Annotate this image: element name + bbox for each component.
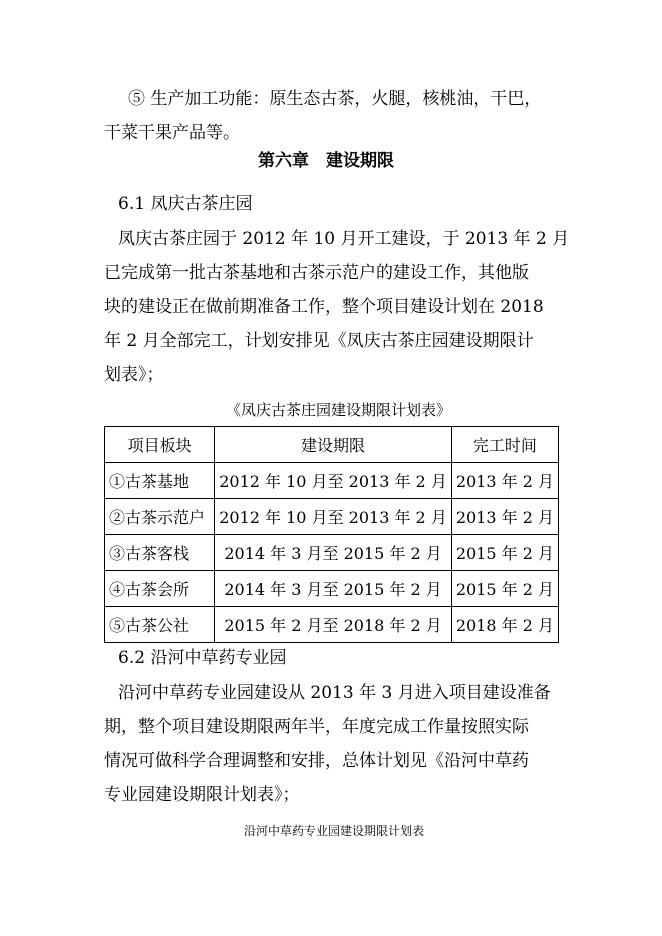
header-cell-block: 项目板块 xyxy=(105,427,215,463)
paragraph-line: 划表》； xyxy=(104,365,164,385)
paragraph-line: 沿河中草药专业园建设从 2013 年 3 月进入项目建设准备 xyxy=(118,683,551,703)
cell-completion: 2013 年 2 月 xyxy=(451,463,558,499)
table-row xyxy=(105,463,559,499)
table-caption: 《凤庆古茶庄园建设期限计划表》 xyxy=(226,401,452,419)
intro-line-1: ⑤ 生产加工功能：原生态古茶，火腿，核桃油，干巴， xyxy=(128,89,542,109)
cell-period: 2012 年 10 月至 2013 年 2 月 xyxy=(215,463,452,499)
cell-period: 2014 年 3 月至 2015 年 2 月 xyxy=(215,535,452,571)
paragraph-line: 情况可做科学合理调整和安排，总体计划见《沿河中草药 xyxy=(104,751,529,771)
cell-completion: 2013 年 2 月 xyxy=(451,499,558,535)
paragraph-line: 期，整个项目建设期限两年半，年度完成工作量按照实际 xyxy=(104,717,529,737)
table-row xyxy=(105,535,559,571)
cell-block: ③古茶客栈 xyxy=(105,535,215,571)
paragraph-line: 已完成第一批古茶基地和古茶示范户的建设工作，其他版 xyxy=(104,263,529,283)
paragraph-line: 专业园建设期限计划表》； xyxy=(104,785,300,805)
header-cell-period: 建设期限 xyxy=(215,427,452,463)
table-row xyxy=(105,571,559,607)
table-caption-2: 沿河中草药专业园建设期限计划表 xyxy=(244,824,425,838)
paragraph-line: 凤庆古茶庄园于 2012 年 10 月开工建设，于 2013 年 2 月 xyxy=(118,229,570,249)
table-row xyxy=(105,607,559,643)
header-cell-completion: 完工时间 xyxy=(451,427,558,463)
paragraph-line: 年 2 月全部完工，计划安排见《凤庆古茶庄园建设期限计 xyxy=(104,331,534,351)
cell-block: ②古茶示范户 xyxy=(105,499,215,535)
intro-line-2: 干菜干果产品等。 xyxy=(104,123,240,143)
cell-period: 2015 年 2 月至 2018 年 2 月 xyxy=(215,607,452,643)
cell-block: ④古茶会所 xyxy=(105,571,215,607)
cell-period: 2012 年 10 月至 2013 年 2 月 xyxy=(215,499,452,535)
cell-completion: 2018 年 2 月 xyxy=(451,607,558,643)
cell-period: 2014 年 3 月至 2015 年 2 月 xyxy=(215,571,452,607)
cell-completion: 2015 年 2 月 xyxy=(451,535,558,571)
cell-block: ①古茶基地 xyxy=(105,463,215,499)
cell-completion: 2015 年 2 月 xyxy=(451,571,558,607)
paragraph-line: 块的建设正在做前期准备工作，整个项目建设计划在 2018 xyxy=(104,297,544,317)
schedule-table xyxy=(104,426,559,643)
section-6-2-heading: 6.2 沿河中草药专业园 xyxy=(118,648,287,668)
table-row xyxy=(105,499,559,535)
cell-block: ⑤古茶公社 xyxy=(105,607,215,643)
chapter-title: 第六章 建设期限 xyxy=(258,151,394,171)
table-header-row xyxy=(105,427,559,463)
section-6-1-heading: 6.1 凤庆古茶庄园 xyxy=(118,194,253,214)
